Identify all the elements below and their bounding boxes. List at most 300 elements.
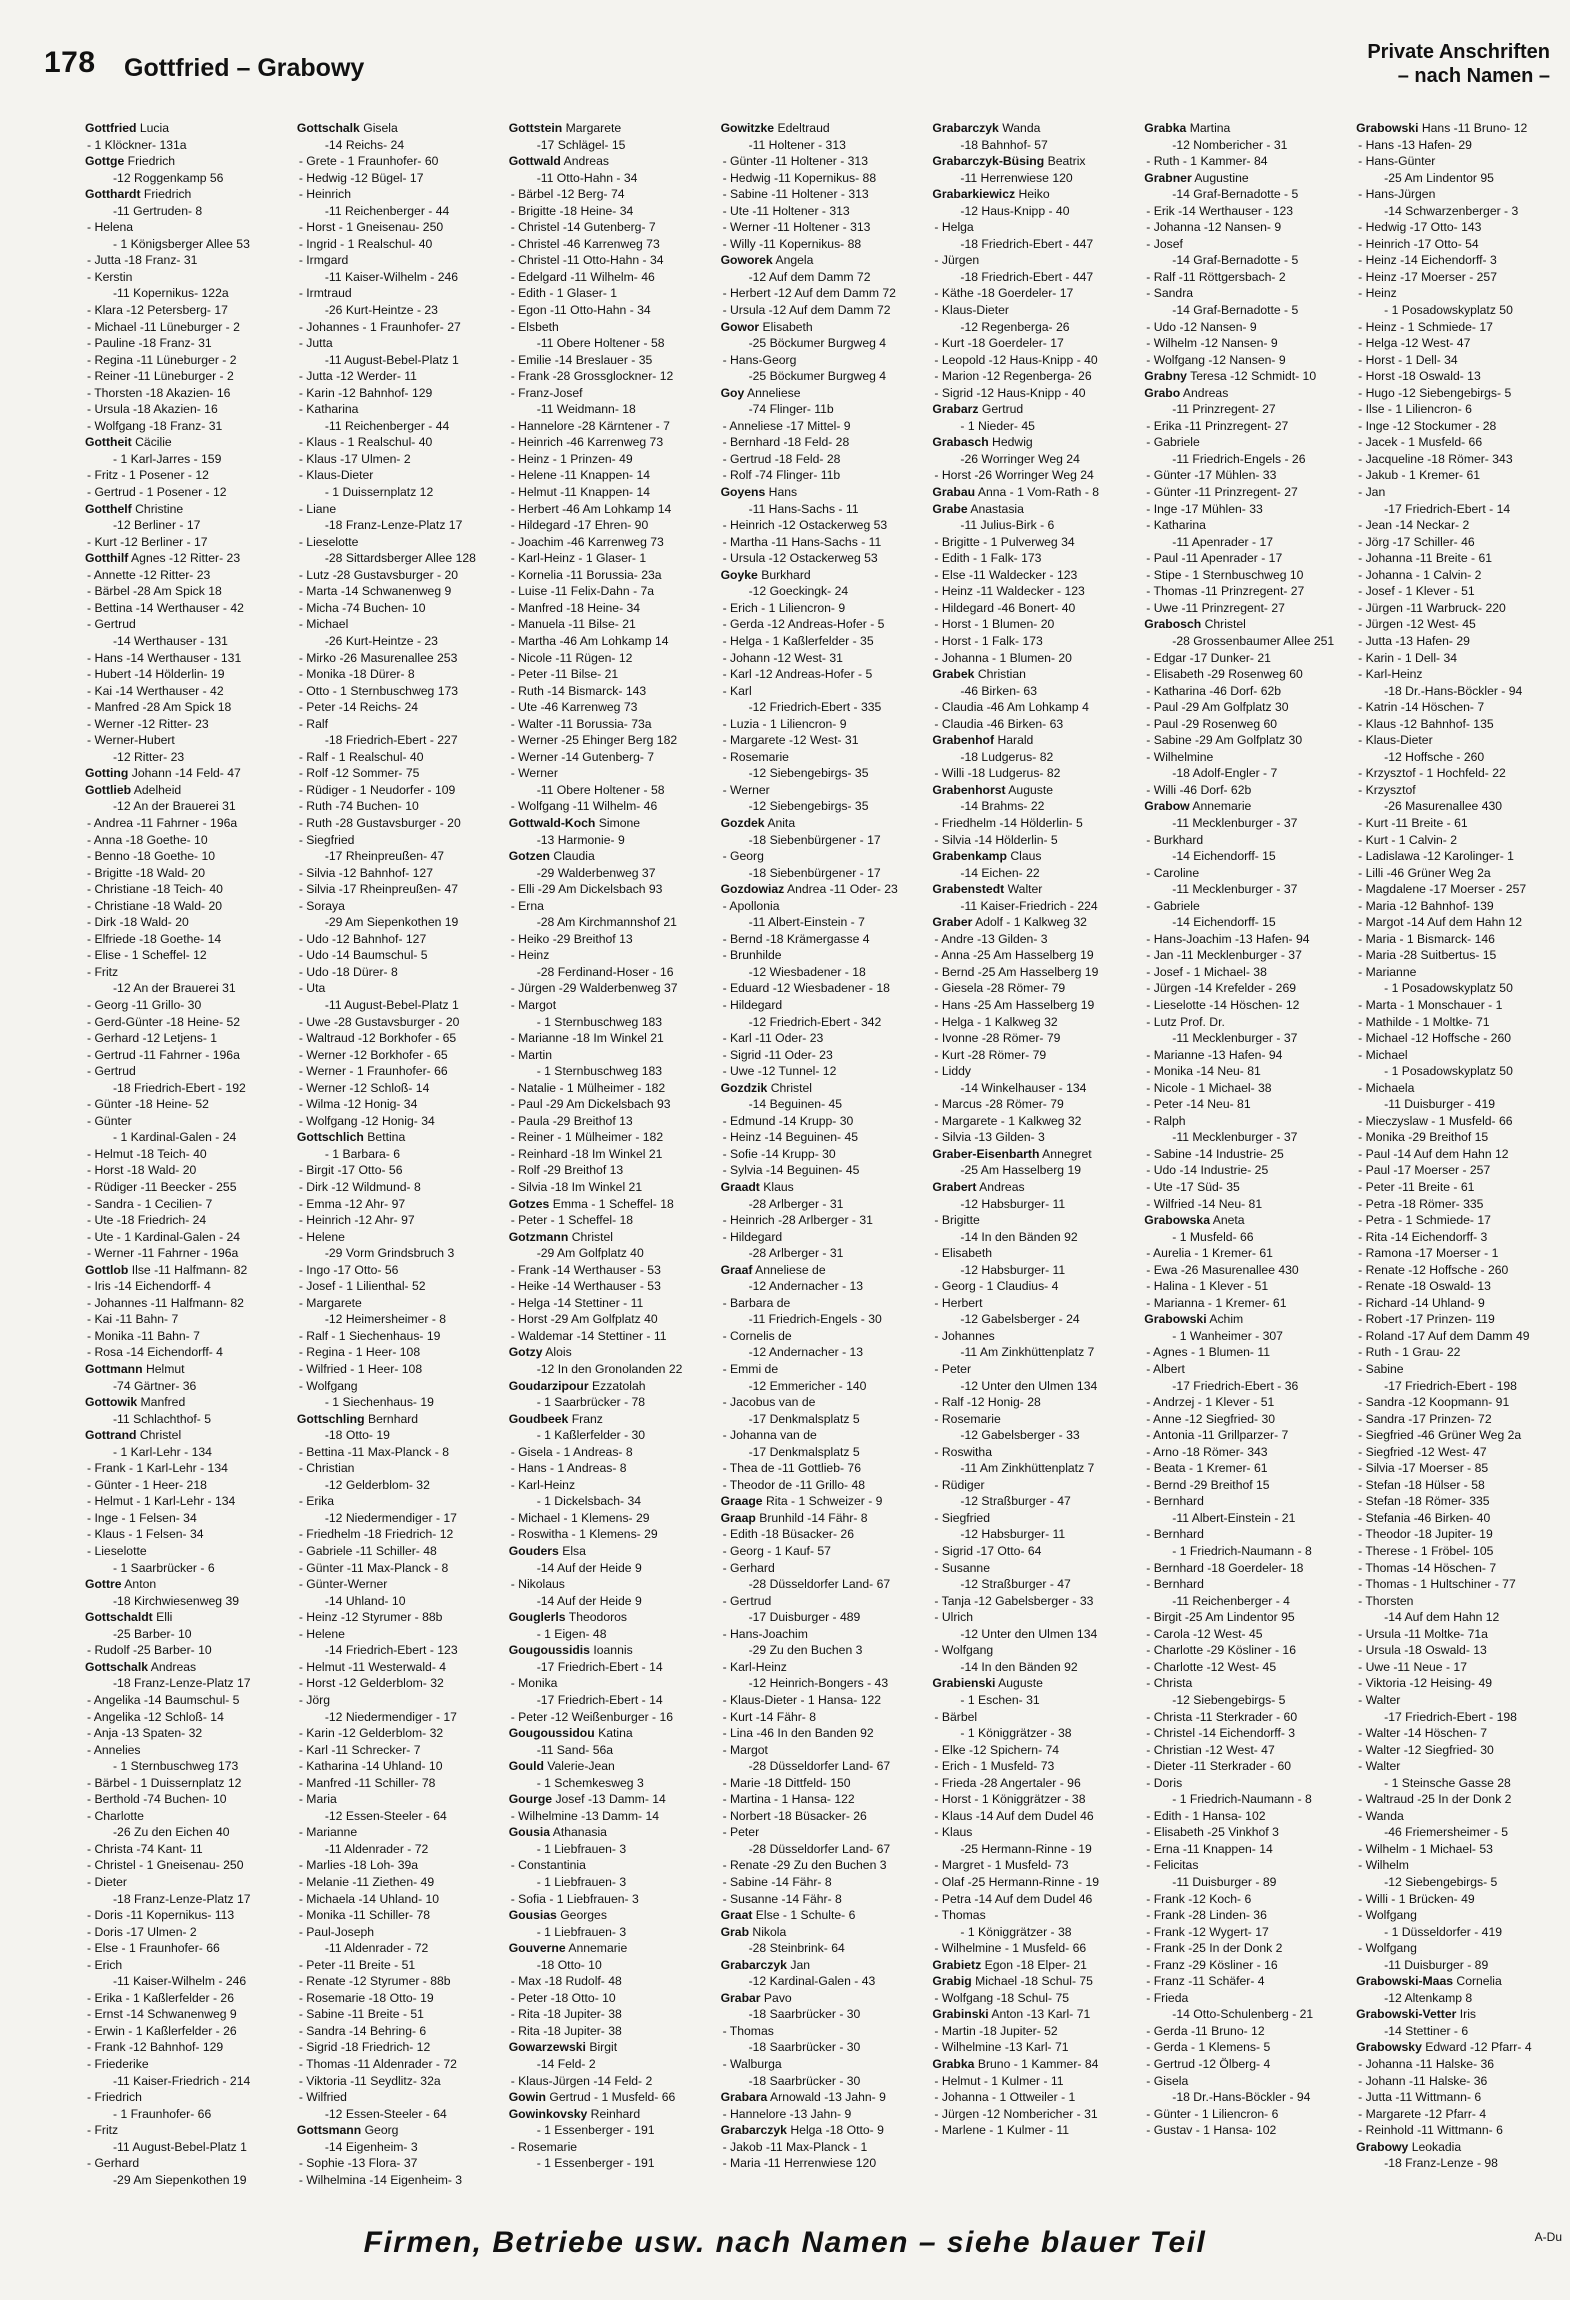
person-entry: - Liane — [298, 501, 337, 516]
address-continuation: -11 Kaiser-Wilhelm - 246 — [324, 269, 459, 284]
person-entry: - Katharina — [298, 402, 359, 417]
address-continuation: -12 Emmericher - 140 — [748, 1378, 867, 1393]
address-continuation: -11 Friedrich-Engels - 26 — [1172, 451, 1306, 466]
person-entry: - Sylvia -14 Beguinen- 45 — [722, 1163, 860, 1178]
surname: Gowor — [720, 319, 760, 334]
entry-detail: Ezzatolah — [592, 1378, 646, 1393]
person-entry: - Gerda -11 Bruno- 12 — [1146, 2023, 1265, 2038]
entry-detail: Annegret — [1042, 1146, 1092, 1161]
person-entry: - Katrin -14 Höschen- 7 — [1358, 700, 1485, 715]
person-entry: - Paul -17 Moerser - 257 — [1358, 1163, 1491, 1178]
person-entry: - Wolfgang -12 Honig- 34 — [298, 1113, 435, 1128]
person-entry: - Dieter -11 Sterkrader - 60 — [1146, 1759, 1292, 1774]
surname-entry — [1144, 385, 1348, 402]
surname: Gottlieb — [85, 782, 132, 797]
person-entry: - Peter — [934, 1362, 971, 1377]
person-entry: - Marianne -18 Im Winkel 21 — [510, 1031, 664, 1046]
person-entry: - Brunhilde — [722, 948, 782, 963]
person-entry: - Helene — [298, 1626, 345, 1641]
surname-entry — [1144, 616, 1348, 633]
person-entry: - Silvia -18 Im Winkel 21 — [510, 1180, 643, 1194]
person-entry: - Siegfried -46 Grüner Weg 2a — [1358, 1428, 1522, 1443]
surname-entry — [509, 1642, 713, 1659]
person-entry: - Günter-Werner — [298, 1577, 388, 1592]
person-entry: - Robert -17 Prinzen- 119 — [1358, 1312, 1495, 1327]
address-continuation: -18 Dr.-Hans-Böckler - 94 — [1172, 2090, 1311, 2105]
address-continuation: - 1 Karl-Jarres - 159 — [113, 451, 222, 466]
person-entry: - Peter -14 Reichs- 24 — [298, 700, 419, 715]
person-entry: - Kurt -18 Goerdeler- 17 — [934, 336, 1064, 351]
entry-detail: Georg — [364, 2123, 399, 2138]
person-entry: - Frank -14 Werthauser - 53 — [510, 1262, 661, 1277]
person-entry: - Rolf -29 Breithof 13 — [510, 1163, 624, 1178]
person-entry: - Heinz -14 Beguinen- 45 — [722, 1130, 859, 1145]
person-entry: - Bärbel — [934, 1709, 978, 1724]
person-entry: - Ruth - 1 Kammer- 84 — [1146, 154, 1268, 169]
person-entry: - Uwe -28 Gustavsburger - 20 — [298, 1014, 460, 1029]
person-entry: - Günter -11 Prinzregent- 27 — [1146, 485, 1298, 500]
person-entry: - Willy -11 Kopernikus- 88 — [722, 236, 862, 251]
entry-detail: Walter — [1007, 882, 1043, 897]
surname: Gowitzke — [720, 121, 775, 135]
surname-entry — [509, 1791, 713, 1808]
person-entry: - Rüdiger — [934, 1477, 985, 1492]
person-entry: - Paul -29 Am Dickelsbach 93 — [510, 1097, 671, 1112]
person-entry: - Wilhelmine - 1 Musfeld- 66 — [934, 1941, 1087, 1956]
person-entry: - Margot -14 Auf dem Hahn 12 — [1358, 915, 1523, 930]
person-entry: - Frank -12 Wygert- 17 — [1146, 1924, 1269, 1939]
surname-entry — [932, 501, 1136, 518]
person-entry: - Ruth -28 Gustavsburger - 20 — [298, 815, 461, 830]
surname: Gozdzik — [720, 1080, 768, 1095]
surname: Goudarzipour — [508, 1378, 589, 1393]
address-continuation: -18 Siebenbürgener - 17 — [748, 865, 881, 880]
person-entry: - Olaf -25 Hermann-Rinne - 19 — [934, 1874, 1100, 1889]
person-entry: - Heinrich -17 Otto- 54 — [1358, 236, 1479, 251]
address-continuation: -11 Reichenberger - 44 — [324, 418, 450, 433]
person-entry: - Rosemarie — [510, 2139, 578, 2154]
surname-entry — [721, 484, 925, 501]
person-entry: - Gerda - 1 Klemens- 5 — [1146, 2040, 1271, 2055]
person-entry: - Martha -11 Hans-Sachs - 11 — [722, 534, 882, 549]
person-entry: - Heinrich -12 Ahr- 97 — [298, 1213, 415, 1228]
address-continuation: -18 Saarbrücker - 30 — [748, 2073, 861, 2088]
person-entry: - Reiner - 1 Mülheimer - 182 — [510, 1130, 664, 1145]
person-entry: - Rita -18 Jupiter- 38 — [510, 2007, 622, 2022]
address-continuation: -18 Friedrich-Ebert - 227 — [324, 733, 458, 748]
person-entry: - Pauline -18 Franz- 31 — [87, 336, 212, 351]
person-entry: - Gerhard -12 Letjens- 1 — [87, 1031, 218, 1046]
person-entry: - Helmut -11 Westerwald- 4 — [298, 1659, 447, 1674]
entry-detail: Johann -14 Feld- 47 — [131, 766, 241, 781]
entry-detail: Annemarie — [568, 1941, 628, 1956]
person-entry: - Werner-Hubert — [87, 733, 175, 748]
surname-entry — [932, 1179, 1136, 1196]
person-entry: - Paul -14 Auf dem Hahn 12 — [1358, 1146, 1509, 1161]
entry-detail: Annemarie — [1192, 799, 1252, 814]
entry-detail: Else - 1 Schulte- 6 — [755, 1908, 856, 1923]
person-entry: - Michaela -14 Uhland- 10 — [298, 1891, 440, 1906]
person-entry: - Wilhelm -12 Nansen- 9 — [1146, 336, 1278, 351]
person-entry: - Heinz -17 Moerser - 257 — [1358, 269, 1497, 284]
person-entry: - Josef — [1146, 236, 1183, 251]
entry-detail: Christine — [135, 501, 184, 516]
person-entry: - Doris — [1146, 1775, 1183, 1790]
address-continuation: - 1 Posadowskyplatz 50 — [1384, 1064, 1513, 1079]
person-entry: - Christel -46 Karrenweg 73 — [510, 236, 660, 251]
person-entry: - Klaus - 1 Realschul- 40 — [298, 435, 433, 450]
person-entry: - Thorsten -18 Akazien- 16 — [87, 385, 231, 400]
surname: Graber — [932, 915, 973, 930]
person-entry: - Andrea -11 Fahrner - 196a — [87, 815, 238, 830]
surname: Gottwald-Koch — [508, 815, 596, 830]
address-continuation: -11 Julius-Birk - 6 — [960, 518, 1055, 533]
address-continuation: - 1 Saarbrücker - 78 — [536, 1395, 646, 1410]
surname: Grabarz — [932, 402, 979, 417]
person-entry: - Werner -12 Ritter- 23 — [87, 716, 209, 731]
surname: Grabenkamp — [932, 849, 1007, 864]
directory-column — [509, 120, 713, 2215]
surname-entry — [932, 484, 1136, 501]
person-entry: - Franz -11 Schäfer- 4 — [1146, 1974, 1265, 1989]
address-continuation: -28 Am Kirchmannshof 21 — [536, 915, 677, 930]
surname-entry — [85, 1609, 289, 1626]
person-entry: - Johanna -11 Halske- 36 — [1358, 2056, 1495, 2071]
person-entry: - Viktoria -12 Heising- 49 — [1358, 1676, 1493, 1691]
person-entry: - Sigrid -12 Haus-Knipp - 40 — [934, 385, 1086, 400]
surname: Grabarkiewicz — [932, 187, 1016, 202]
person-entry: - Anne -12 Siegfried- 30 — [1146, 1411, 1276, 1426]
address-continuation: - 1 Sternbuschweg 183 — [536, 1064, 663, 1079]
person-entry: - Heinz — [510, 948, 550, 963]
person-entry: - Tanja -12 Gabelsberger - 33 — [934, 1593, 1094, 1608]
entry-detail: Gertrud — [981, 402, 1024, 417]
address-continuation: -26 Worringer Weg 24 — [960, 451, 1080, 466]
footer-note: Firmen, Betriebe usw. nach Namen – siehe blauer Teil — [363, 2226, 1207, 2259]
person-entry: - Karl -11 Oder- 23 — [722, 1031, 824, 1046]
person-entry: - Anna -18 Goethe- 10 — [87, 832, 208, 847]
address-continuation: -26 Masurenallee 430 — [1384, 799, 1503, 814]
address-continuation: -12 Straßburger - 47 — [960, 1494, 1071, 1509]
person-entry: - Birgit -25 Am Lindentor 95 — [1146, 1610, 1295, 1625]
person-entry: - Ralf -12 Honig- 28 — [934, 1395, 1041, 1410]
person-entry: - Thorsten — [1358, 1593, 1414, 1608]
surname: Graap — [720, 1510, 756, 1525]
surname: Gowarzewski — [508, 2040, 586, 2055]
person-entry: - Brigitte - 1 Pulverweg 34 — [934, 534, 1075, 549]
surname: Grabek — [932, 667, 975, 682]
address-continuation: -12 Siebengebirgs- 5 — [1384, 1874, 1498, 1889]
person-entry: - Martha -46 Am Lohkamp 14 — [510, 633, 669, 648]
person-entry: - Peter -18 Otto- 10 — [510, 1990, 616, 2005]
person-entry: - Ursula -11 Moltke- 71a — [1358, 1626, 1488, 1641]
address-continuation: -17 Schlägel- 15 — [536, 137, 626, 152]
address-continuation: -11 Aldenrader - 72 — [324, 1941, 429, 1956]
person-entry: - Bernd -18 Krämergasse 4 — [722, 931, 870, 946]
surname: Grabau — [932, 485, 976, 500]
person-entry: - Elke -12 Spichern- 74 — [934, 1742, 1060, 1757]
entry-detail: Martina — [1189, 121, 1231, 135]
person-entry: - Christian — [298, 1461, 355, 1476]
surname-entry — [297, 120, 501, 137]
entry-detail: Beatrix — [1047, 154, 1086, 169]
person-entry: - Frieda -28 Angertaler - 96 — [934, 1775, 1081, 1790]
person-entry: - Werner -12 Borkhofer - 65 — [298, 1047, 448, 1062]
person-entry: - Heinz -11 Waldecker - 123 — [934, 584, 1085, 599]
surname-entry — [721, 1907, 925, 1924]
person-entry: - Rudolf -25 Barber- 10 — [87, 1643, 212, 1658]
person-entry: - Benno -18 Goethe- 10 — [87, 849, 216, 864]
entry-detail: Heiko — [1018, 187, 1050, 202]
person-entry: - Jürgen — [934, 253, 980, 268]
person-entry: - Jörg — [298, 1692, 330, 1707]
person-entry: - Walburga — [722, 2056, 782, 2071]
person-entry: - Marta - 1 Monschauer - 1 — [1358, 997, 1503, 1012]
person-entry: - Gertrud -12 Ölberg- 4 — [1146, 2056, 1271, 2071]
surname: Grabowska — [1144, 1213, 1210, 1228]
person-entry: - Sabine -11 Holtener - 313 — [722, 187, 869, 202]
person-entry: - Karin -12 Gelderblom- 32 — [298, 1726, 444, 1741]
person-entry: - Monika -11 Schiller- 78 — [298, 1908, 431, 1923]
surname-entry — [1144, 1311, 1348, 1328]
person-entry: - Joachim -46 Karrenweg 73 — [510, 534, 664, 549]
surname-entry — [721, 567, 925, 584]
surname: Grabenhorst — [932, 782, 1006, 797]
person-entry: - Karl-Heinz - 1 Glaser- 1 — [510, 551, 647, 566]
person-entry: - Nicole - 1 Michael- 38 — [1146, 1080, 1272, 1095]
address-continuation: -17 Friedrich-Ebert - 198 — [1384, 1709, 1517, 1724]
person-entry: - Leopold -12 Haus-Knipp - 40 — [934, 352, 1098, 367]
person-entry: - Horst -12 Gelderblom- 32 — [298, 1676, 444, 1691]
entry-detail: Egon -18 Elper- 21 — [984, 1957, 1087, 1972]
person-entry: - Erna -11 Knappen- 14 — [1146, 1841, 1273, 1856]
person-entry: - Peter -11 Breite - 61 — [1358, 1180, 1475, 1194]
person-entry: - Ralph — [1146, 1113, 1186, 1128]
surname: Grabo — [1144, 385, 1181, 400]
entry-detail: Bettina — [367, 1130, 406, 1145]
person-entry: - Johanna - 1 Blumen- 20 — [934, 650, 1072, 665]
entry-detail: Augustine — [1194, 170, 1249, 185]
surname: Gouglerls — [508, 1610, 566, 1625]
person-entry: - Sandra -12 Koopmann- 91 — [1358, 1395, 1510, 1410]
person-entry: - Ingo -17 Otto- 56 — [298, 1262, 399, 1277]
surname-entry — [932, 1957, 1136, 1974]
person-entry: - Margarete -12 Pfarr- 4 — [1358, 2106, 1487, 2121]
entry-detail: Jan — [790, 1957, 811, 1972]
surname: Gottfried — [85, 121, 137, 135]
person-entry: - Bernhard — [1146, 1577, 1204, 1592]
person-entry: - Sigrid -17 Otto- 64 — [934, 1544, 1042, 1559]
address-continuation: -11 Hans-Sachs - 11 — [748, 501, 859, 516]
entry-detail: Christel — [770, 1080, 812, 1095]
surname: Gozdek — [720, 815, 765, 830]
person-entry: - Edgar -17 Dunker- 21 — [1146, 650, 1271, 665]
person-entry: - Margret - 1 Musfeld- 73 — [934, 1858, 1069, 1873]
entry-detail: Josef -13 Damm- 14 — [555, 1792, 666, 1807]
entry-detail: Simone — [598, 815, 641, 830]
section-title — [1367, 40, 1550, 88]
person-entry: - Werner -11 Holtener - 313 — [722, 220, 871, 235]
surname-entry — [932, 2006, 1136, 2023]
person-entry: - Kai -11 Bahn- 7 — [87, 1312, 179, 1327]
surname: Gottschaldt — [85, 1610, 153, 1625]
address-continuation: -18 Dr.-Hans-Böckler - 94 — [1384, 683, 1523, 698]
surname-entry — [721, 1262, 925, 1279]
address-continuation: -14 In den Bänden 92 — [960, 1659, 1078, 1674]
person-entry: - Wilhelmine — [1146, 749, 1214, 764]
surname-entry — [509, 1543, 713, 1560]
person-entry: - Friederike — [87, 2056, 149, 2071]
person-entry: - Johannes - 1 Fraunhofer- 27 — [298, 319, 461, 334]
address-continuation: -11 Mecklenburger - 37 — [1172, 815, 1298, 830]
entry-detail: Anneliese — [746, 385, 801, 400]
address-continuation: - 1 Dickelsbach- 34 — [536, 1494, 642, 1509]
person-entry: - Kurt - 1 Calvin- 2 — [1358, 832, 1458, 847]
person-entry: - Jutta -18 Franz- 31 — [87, 253, 198, 268]
person-entry: - Erik -14 Werthauser - 123 — [1146, 203, 1294, 218]
person-entry: - Hedwig -17 Otto- 143 — [1358, 220, 1482, 235]
entry-detail: Adelheid — [133, 782, 182, 797]
person-entry: - Hugo -12 Siebengebirgs- 5 — [1358, 385, 1512, 400]
person-entry: - Wilfried — [298, 2090, 347, 2105]
address-continuation: -11 Kopernikus- 122a — [113, 286, 229, 301]
surname-entry — [721, 319, 925, 336]
person-entry: - Hubert -14 Hölderlin- 19 — [87, 667, 225, 682]
surname-entry — [932, 666, 1136, 683]
address-continuation: -12 Auf dem Damm 72 — [748, 269, 871, 284]
surname: Gotzes — [508, 1196, 550, 1211]
person-entry: - Siegfried -12 West- 47 — [1358, 1444, 1487, 1459]
person-entry: - Wilhelmine -13 Damm- 14 — [510, 1808, 660, 1823]
person-entry: - Claudia -46 Am Lohkamp 4 — [934, 700, 1089, 715]
person-entry: - Heinrich — [298, 187, 351, 202]
surname-entry — [932, 848, 1136, 865]
person-entry: - Dieter — [87, 1874, 127, 1889]
person-entry: - Frank -25 In der Donk 2 — [1146, 1941, 1283, 1956]
surname-entry — [85, 1576, 289, 1593]
entry-detail: Lucia — [139, 121, 169, 135]
surname: Gottge — [85, 154, 125, 169]
surname-entry — [932, 914, 1136, 931]
address-continuation: -18 Siebenbürgener - 17 — [748, 832, 881, 847]
person-entry: - Gertrud -18 Feld- 28 — [722, 451, 841, 466]
address-continuation: - 1 Friedrich-Naumann - 8 — [1172, 1792, 1312, 1807]
person-entry: - Kai -14 Werthauser - 42 — [87, 683, 224, 698]
address-continuation: -12 Siebengebirgs- 35 — [748, 799, 869, 814]
person-entry: - Klaus-Dieter - 1 Hansa- 122 — [722, 1692, 882, 1707]
address-continuation: -18 Friedrich-Ebert - 447 — [960, 236, 1094, 251]
person-entry: - Rita -18 Jupiter- 38 — [510, 2023, 622, 2038]
person-entry: - Klaus -14 Auf dem Dudel 46 — [934, 1808, 1094, 1823]
address-continuation: -14 Uhland- 10 — [324, 1593, 406, 1608]
surname-entry — [932, 120, 1136, 137]
surname: Gould — [508, 1759, 544, 1774]
person-entry: - Lieselotte -14 Höschen- 12 — [1146, 997, 1300, 1012]
person-entry: - Magdalene -17 Moerser - 257 — [1358, 882, 1527, 897]
person-entry: - Sandra - 1 Cecilien- 7 — [87, 1196, 213, 1211]
person-entry: - Luise -11 Felix-Dahn - 7a — [510, 584, 655, 599]
person-entry: - Hans-Jürgen — [1358, 187, 1436, 202]
person-entry: - Claudia -46 Birken- 63 — [934, 716, 1064, 731]
address-continuation: -12 Gabelsberger - 33 — [960, 1428, 1080, 1443]
address-continuation: -11 Sand- 56a — [536, 1742, 614, 1757]
person-entry: - Rosemarie — [934, 1411, 1001, 1426]
surname-entry — [932, 881, 1136, 898]
entry-detail: Helmut — [145, 1362, 185, 1377]
person-entry: - Wolfgang — [934, 1643, 994, 1658]
surname-entry — [932, 2056, 1136, 2073]
address-continuation: - 1 Karl-Lehr - 134 — [113, 1444, 212, 1459]
surname-entry — [721, 120, 925, 137]
person-entry: - Maria - 1 Bismarck- 146 — [1358, 931, 1495, 946]
person-entry: - Wanda — [1358, 1808, 1404, 1823]
person-entry: - Edith - 1 Falk- 173 — [934, 551, 1042, 566]
person-entry: - Wilhelm — [1358, 1858, 1409, 1873]
person-entry: - Jan — [1358, 485, 1386, 500]
person-entry: - Natalie - 1 Mülheimer - 182 — [510, 1080, 666, 1095]
person-entry: - Ulrich — [934, 1610, 974, 1625]
person-entry: - Klaus — [934, 1825, 973, 1840]
person-entry: - Werner -25 Ehinger Berg 182 — [510, 733, 678, 748]
surname-entry — [932, 782, 1136, 799]
person-entry: - Annette -12 Ritter- 23 — [87, 567, 211, 582]
person-entry: - Heike -14 Werthauser - 53 — [510, 1279, 661, 1294]
person-entry: - Klaus-Jürgen -14 Feld- 2 — [510, 2073, 653, 2088]
person-entry: - Ilse - 1 Liliencron- 6 — [1358, 402, 1472, 417]
person-entry: - Günter -11 Holtener - 313 — [722, 154, 868, 169]
person-entry: - Maria -11 Herrenwiese 120 — [722, 2156, 877, 2171]
surname: Grabienski — [932, 1676, 996, 1691]
entry-detail: Auguste — [1008, 782, 1054, 797]
directory-column — [932, 120, 1136, 2215]
person-entry: - Horst - 1 Dell- 34 — [1358, 352, 1458, 367]
person-entry: - Thomas — [934, 1908, 986, 1923]
person-entry: - Kurt -11 Breite - 61 — [1358, 815, 1468, 830]
person-entry: - Marianne — [298, 1825, 358, 1840]
person-entry: - Katharina — [1146, 518, 1206, 533]
surname-entry — [85, 186, 289, 203]
person-entry: - Emma -12 Ahr- 97 — [298, 1196, 406, 1211]
person-entry: - Franz-Josef — [510, 385, 583, 400]
person-entry: - Ruth - 1 Grau- 22 — [1358, 1345, 1461, 1360]
person-entry: - Manfred -28 Am Spick 18 — [87, 700, 232, 715]
entry-detail: Theodoros — [568, 1610, 628, 1625]
person-entry: - Uwe -11 Neue - 17 — [1358, 1659, 1467, 1674]
surname: Goworek — [720, 253, 773, 268]
person-entry: - Heinz -14 Eichendorff- 3 — [1358, 253, 1497, 268]
person-entry: - Hans-Günter — [1358, 154, 1436, 169]
person-entry: - Jan -11 Mecklenburger - 37 — [1146, 948, 1302, 963]
person-entry: - Heiko -29 Breithof 13 — [510, 931, 633, 946]
person-entry: - Werner — [510, 766, 558, 781]
address-continuation: - 1 Posadowskyplatz 50 — [1384, 303, 1513, 318]
surname-entry — [721, 881, 925, 898]
address-continuation: -17 Friedrich-Ebert - 36 — [1172, 1378, 1299, 1393]
person-entry: - Margarete - 1 Kalkweg 32 — [934, 1113, 1082, 1128]
entry-detail: Anton — [124, 1577, 157, 1592]
person-entry: - Micha -74 Buchen- 10 — [298, 600, 426, 615]
person-entry: - Christian -12 West- 47 — [1146, 1742, 1275, 1757]
person-entry: - Karl-Heinz — [1358, 667, 1423, 682]
person-entry: - Jürgen -29 Walderbenweg 37 — [510, 981, 678, 996]
person-entry: - Wilfried - 1 Heer- 108 — [298, 1362, 423, 1377]
surname-entry — [721, 1493, 925, 1510]
person-entry: - Michael — [1358, 1047, 1408, 1062]
address-continuation: -12 Habsburger- 11 — [960, 1262, 1066, 1277]
surname: Grabietz — [932, 1957, 982, 1972]
address-continuation: -14 Stettiner - 6 — [1384, 2023, 1469, 2038]
person-entry: - Hans-Joachim — [722, 1626, 808, 1641]
